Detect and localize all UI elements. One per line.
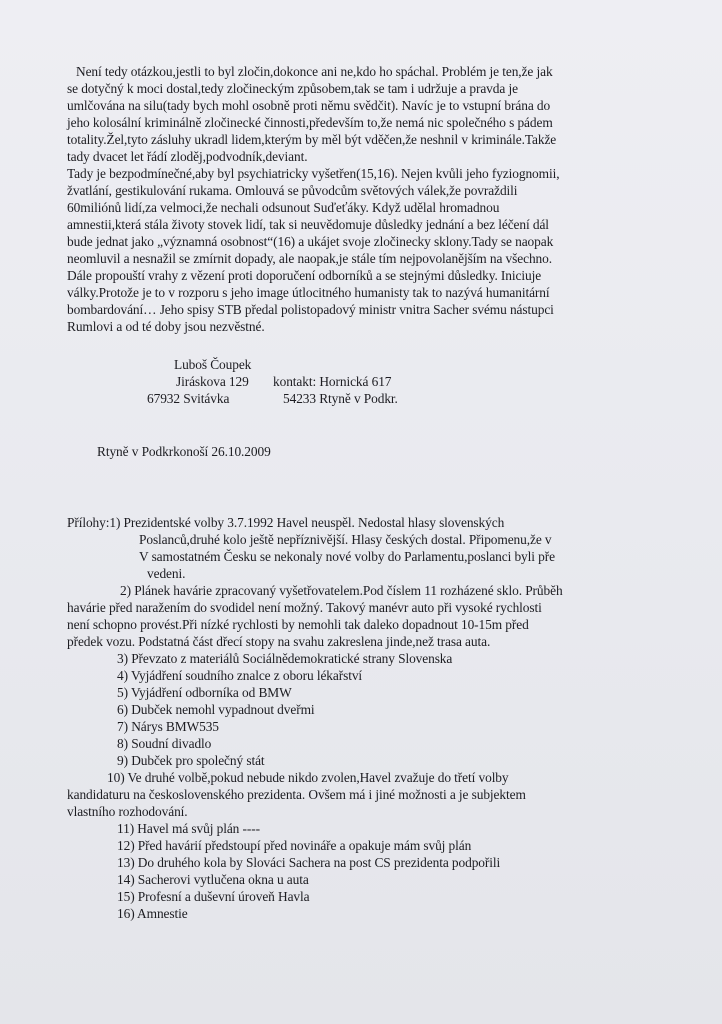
attachment-line: Přílohy:1) Prezidentské volby 3.7.1992 Havel neuspěl. Nedostal hlasy slovenských: [67, 515, 505, 530]
place-date: Rtyně v Podkrkonoší 26.10.2009: [97, 444, 271, 459]
letter-line: amnestii,která stála životy stovek lidí, tak si neuvědomuje důsledky jednání a bez léčení dál: [67, 217, 549, 232]
attachment-line: 13) Do druhého kola by Slováci Sachera na post CS prezidenta podpořili: [117, 855, 501, 870]
letter-line: žvatlání, gestikulování rukama. Omlouvá se původcům světových válek,že povraždili: [67, 183, 518, 198]
letter-line: Rumlovi a od té doby jsou nezvěstné.: [67, 319, 265, 334]
letter-line: Tady je bezpodmínečné,aby byl psychiatricky vyšetřen(15,16). Nejen kvůli jeho fyziognomii,: [67, 166, 560, 181]
attachment-line: 15) Profesní a duševní úroveň Havla: [117, 889, 310, 904]
attachment-line: vedeni.: [147, 566, 186, 581]
attachment-line: 6) Dubček nemohl vypadnout dveřmi: [117, 702, 315, 717]
sender-contact-street: kontakt: Hornická 617: [273, 374, 392, 389]
letter-line: jeho kolosální kriminálně zločinecké činnosti,především to,že nemá nic společného s pádem: [67, 115, 553, 130]
attachment-line: 3) Převzato z materiálů Sociálnědemokratické strany Slovenska: [117, 651, 453, 666]
attachment-line: 2) Plánek havárie zpracovaný vyšetřovatelem.Pod číslem 11 rozházené sklo. Průběh: [120, 583, 563, 598]
attachment-line: 11) Havel má svůj plán ----: [117, 821, 260, 836]
letter-line: 60miliónů lidí,za velmoci,že nechali odsunout Suďeťáky. Když udělal hromadnou: [67, 200, 500, 215]
attachment-line: předek vozu. Podstatná část dřecí stopy na svahu zakreslena jinde,než trasa auta.: [67, 634, 491, 649]
sender-city: 67932 Svitávka: [147, 391, 230, 406]
attachment-line: vlastního rozhodování.: [67, 804, 188, 819]
attachment-line: není schopno provést.Při nízké rychlosti by nemohli tak daleko dopadnout 10-15m před: [67, 617, 529, 632]
attachment-line: 10) Ve druhé volbě,pokud nebude nikdo zvolen,Havel zvažuje do třetí volby: [107, 770, 509, 785]
attachment-line: 4) Vyjádření soudního znalce z oboru lékařství: [117, 668, 363, 683]
attachment-line: 14) Sacherovi vytlučena okna u auta: [117, 872, 309, 887]
letter-line: války.Protože je to v rozporu s jeho image útlocitného humanisty tak to nazývá humanitární: [67, 285, 550, 300]
attachment-line: 9) Dubček pro společný stát: [117, 753, 265, 768]
attachment-line: 12) Před havárií předstoupí před novináře a opakuje mám svůj plán: [117, 838, 472, 853]
letter-line: Není tedy otázkou,jestli to byl zločin,dokonce ani ne,kdo ho spáchal. Problém je ten,že jak: [76, 64, 553, 79]
letter-line: tady dvacet let řádí zloděj,podvodník,deviant.: [67, 149, 308, 164]
sender-street: Jiráskova 129: [176, 374, 249, 389]
attachment-line: kandidaturu na československého prezidenta. Ovšem má i jiné možnosti a je subjektem: [67, 787, 526, 802]
attachment-line: V samostatném Česku se nekonaly nové volby do Parlamentu,poslanci byli pře: [139, 549, 555, 564]
letter-line: Dále propouští vrahy z vězení proti doporučení odborníků a se stejnými důsledky. Iniciuje: [67, 268, 542, 283]
letter-line: umlčována na silu(tady bych mohl osobně proti němu svědčit). Navíc je to vstupní brána do: [67, 98, 551, 113]
letter-line: totality.Žel,tyto zásluhy ukradl lidem,kterým by měl být vděčen,že neshnil v kriminále.Takže: [67, 132, 557, 147]
letter-line: neomluvil a nesnažil se zmírnit dopady, ale naopak,je stále tím nejpovolanějším na všechno.: [67, 251, 552, 266]
attachment-line: Poslanců,druhé kolo ještě nepříznivější. Hlasy českých dostal. Připomenu,že v: [139, 532, 552, 547]
attachment-line: 8) Soudní divadlo: [117, 736, 212, 751]
sender-name: Luboš Čoupek: [174, 357, 252, 372]
attachment-line: 16) Amnestie: [117, 906, 188, 921]
attachment-line: havárie před naražením do svodidel není možný. Takový manévr auto při vysoké rychlosti: [67, 600, 542, 615]
letter-line: bombardování… Jeho spisy STB předal polistopadový ministr vnitra Sacher svému nástupci: [67, 302, 554, 317]
sender-contact-city: 54233 Rtyně v Podkr.: [283, 391, 398, 406]
letter-line: se dotyčný k moci dostal,tedy zločineckým způsobem,tak se tam i udržuje a pravda je: [67, 81, 518, 96]
letter-line: bude jednat jako „významná osobnost“(16) a ukájet svoje zločinecky sklony.Tady se naopak: [67, 234, 554, 249]
attachment-line: 7) Nárys BMW535: [117, 719, 219, 734]
attachment-line: 5) Vyjádření odborníka od BMW: [117, 685, 292, 700]
